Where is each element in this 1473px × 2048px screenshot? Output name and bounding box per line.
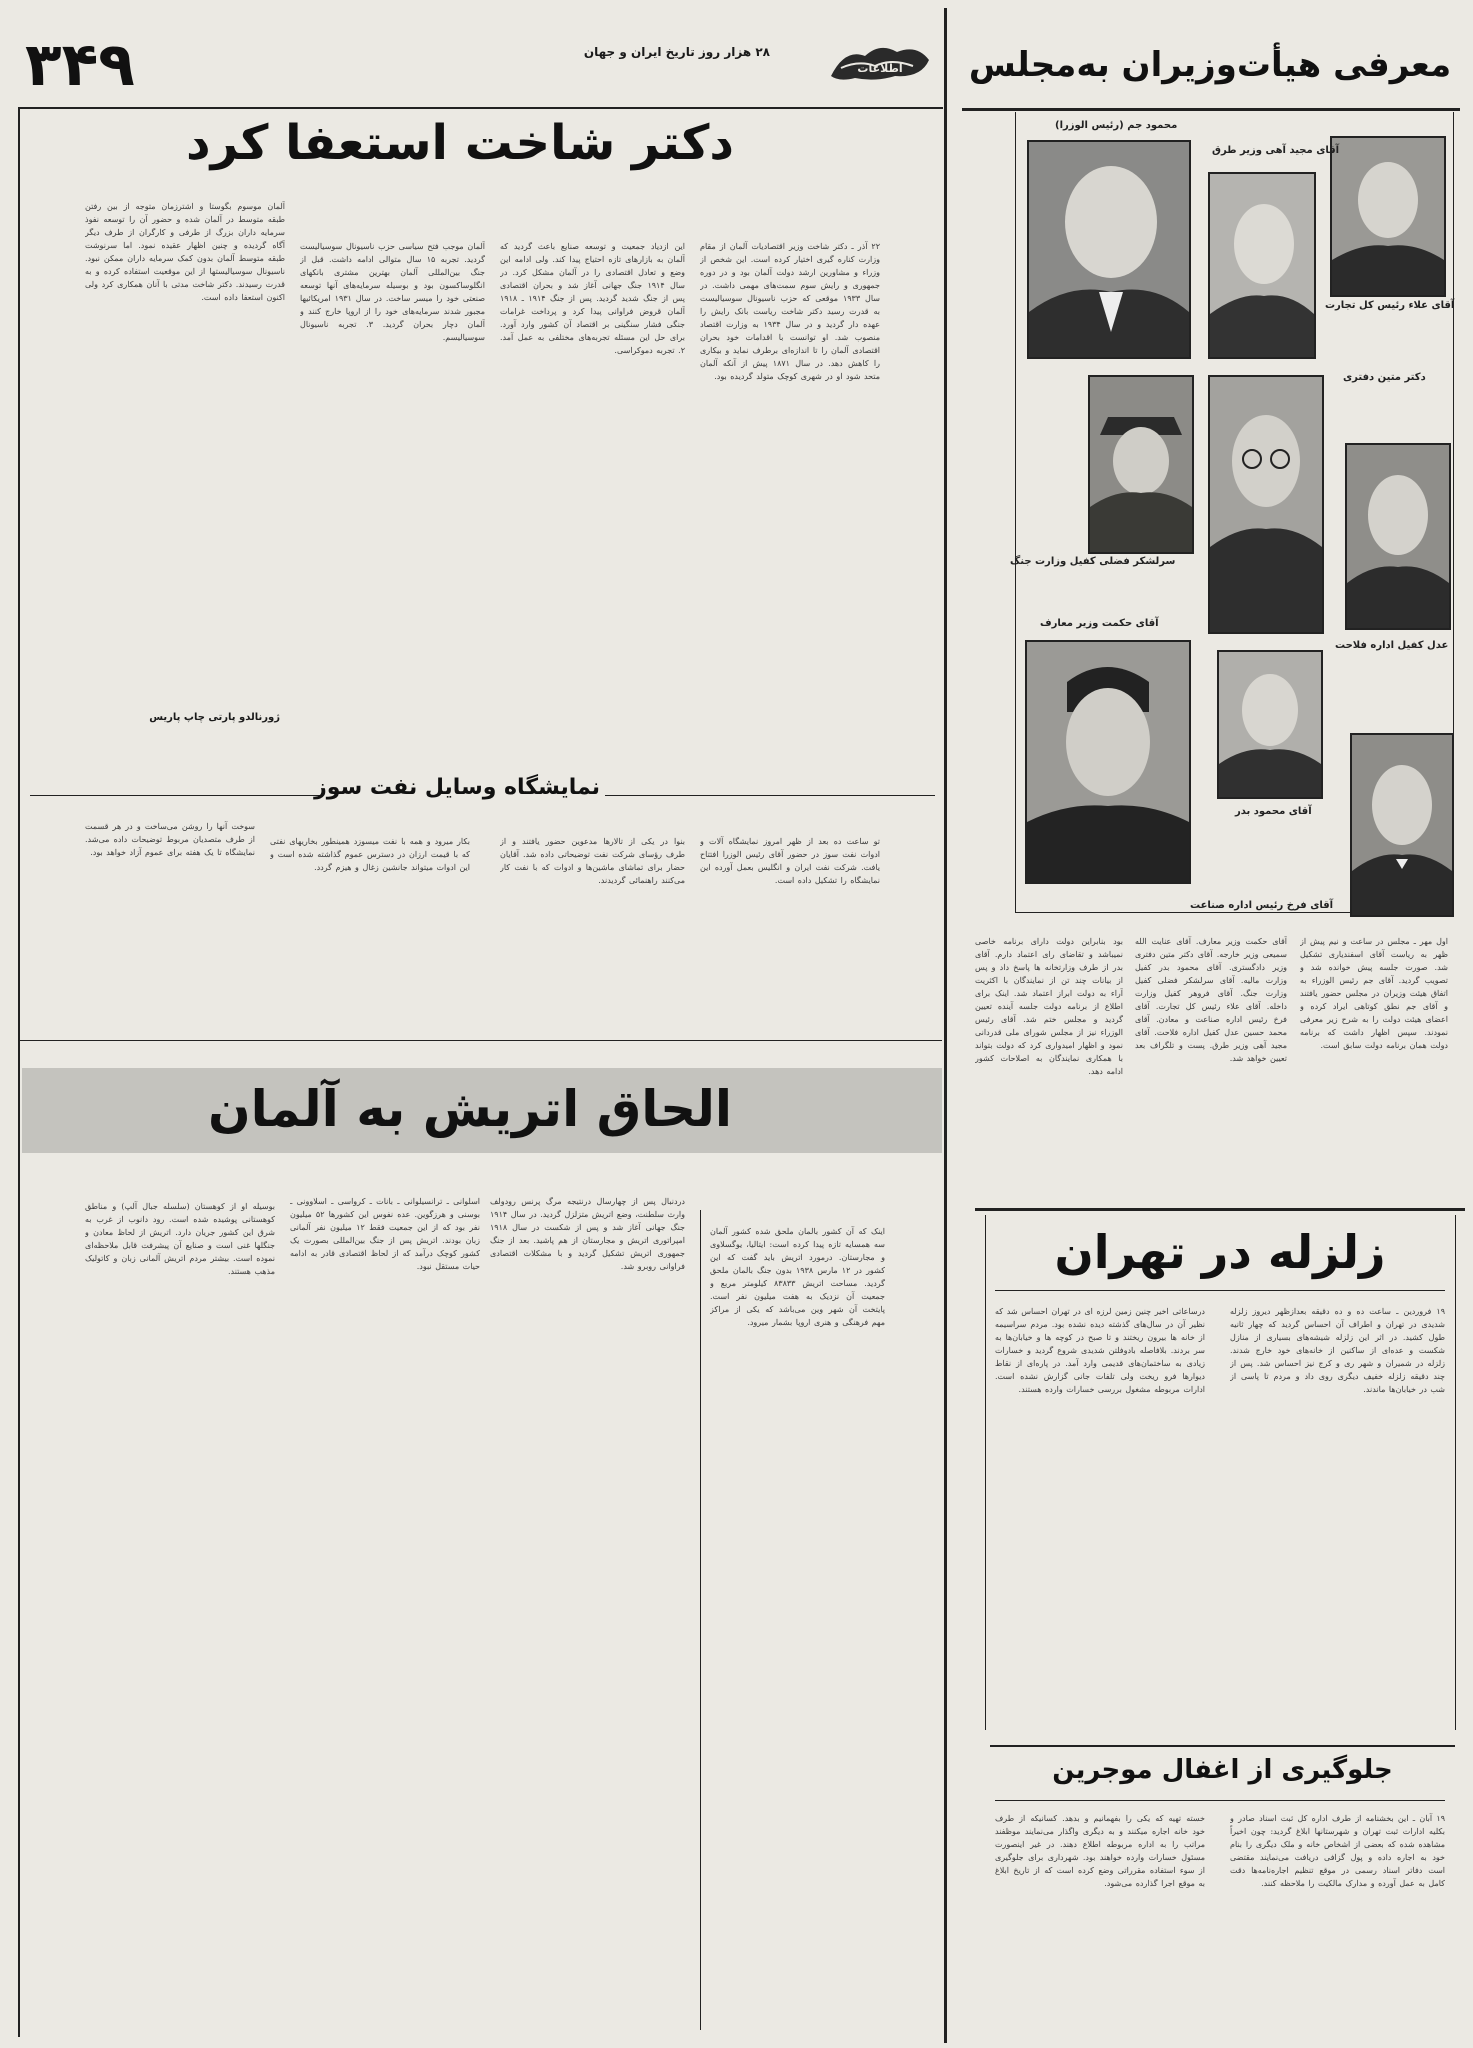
schacht-credit: ژورنالدو پارتی چاپ پاریس (149, 712, 280, 723)
schacht-col2: این ازدیاد جمعیت و توسعه صنایع باعث گردید که آلمان به بازارهای تازه احتیاج پیدا کند. ولی ادامه این وضع و تعادل اقتصادی را در آلمان مشکل کرد. در سال ۱۹۱۴ جنگ جهانی آغاز شد و بحران اقتصادی پس از جنگ شدید گردید. پس از جنگ ۱۹۱۴ ـ ۱۹۱۸ آلمان قروض فراوانی پیدا کرد و پرداخت غرامات جنگی فشار سنگینی بر اقتصاد آن کشور وارد آورد. برای حل این مسئله تجربه‌های مختلفی به عمل آمد. ۲. تجربه دموکراسی. (500, 242, 685, 355)
portrait-adl (1345, 443, 1451, 630)
expo-top-right-rule (605, 795, 935, 796)
expo-bottom-rule (20, 1040, 942, 1041)
left-page-left-rule (18, 107, 20, 2037)
schacht-col3: آلمان موجب فتح سیاسی حزب ناسیونال سوسیالیست گردید. تجربه ۱۵ سال متوالی ادامه داشت. قبل از جنگ بین‌المللی آلمان بهترین مشتری بانکهای انگلوساکسون بود و بوسیله سرمایه‌های آنها توسعه صنعتی خود را میسر ساخت. در سال ۱۹۳۱ امریکائیها مجبور شدند سرمایه‌های خود را از اروپا خارج کنند و آلمان دچار بحران گردید. ۳. تجربه ناسیونال سوسیالیسم. (300, 242, 485, 342)
portrait-daftari (1208, 375, 1324, 634)
schacht-col4: آلمان موسوم بگوستا و اشترزمان متوجه از بین رفتن طبقه متوسط در آلمان شده و حضور آن را توسعه نفوذ سرمایه داران بزرگ از طرفی و کارگران از طرف دیگر آگاه گردیده و چنین اظهار عقیده نمود. اما سرنوشت طبقه متوسط آلمان بدون کمک سرمایه داران ممکن نبود. ناسیونال سوسیالیستها از این موقعیت استفاده کرده و به قدرت رسیدند. دکتر شاخت مدتی با آنان همکاری کرد ولی اکنون استعفا داده است. (85, 202, 285, 302)
expo-col1: تو ساعت ده بعد از ظهر امروز نمایشگاه آلات و ادوات نفت سوز در حضور آقای رئیس الوزرا افتتاح یافت. شرکت نفت ایران و انگلیس بعمل آورده این نمایشگاه را تشکیل داده است. (700, 837, 880, 885)
quake-body-right: ۱۹ فروردین ـ ساعت ده و ده دقیقه بعدازظهر دیروز زلزله شدیدی در تهران و اطراف آن احساس گردید که چهار ثانیه طول کشید. در اثر این زلزله شیشه‌های بسیاری از منازل شکست و عده‌ای از ساکنین از خانه‌های خود خارج شدند. زلزله در شمیران و شهر ری و کرج نیز احساس شد. پس از چند دقیقه زلزله خفیف دیگری روی داد و مردم تا پاسی از شب در خیابان‌ها ماندند. (1230, 1307, 1445, 1394)
quake-body-left: درساعاتی اخیر چنین زمین لرزه ای در تهران احساس شد که نظیر آن در سال‌های گذشته دیده نشده بود. مردم سراسیمه از خانه ها بیرون ریختند و تا صبح در کوچه ها و خیابان‌ها به سر بردند. بلافاصله بادوفلتن شدیدی شروع گردید و خسارات زیادی به ساختمان‌های قدیمی وارد آمد. در پاره‌ای از نقاط دیوارها فرو ریخت ولی تلفات جانی گزارش نشده است. ادارات مربوطه مشغول بررسی خسارات وارده هستند. (995, 1307, 1205, 1394)
caption-hekmat: آقای حکمت وزیر معارف (1040, 618, 1159, 629)
caption-ahi: آقای مجید آهی وزیر طرق (1212, 145, 1340, 156)
cabinet-body-right: اول مهر ـ مجلس در ساعت و نیم پیش از ظهر به ریاست آقای اسفندیاری تشکیل شد. صورت جلسه پیش خوانده شد و تصویب گردید. آقای جم رئیس الوزراء به اتفاق هیئت وزیران در مجلس حضور یافتند و آقای جم نطق کوتاهی ایراد کرده و اعضای هیئت دولت را به شرح زیر معرفی نمودند. سپس اظهار داشت که برنامه دولت همان برنامه دولت سابق است. (1300, 937, 1448, 1050)
austria-col2: دردنبال پس از چهارسال درنتیجه مرگ پرنس رودولف وارث سلطنت، وضع اتریش متزلزل گردید. در سال ۱۹۱۴ جنگ جهانی آغاز شد و پس از شکست در سال ۱۹۱۸ امپراتوری اتریش و مجارستان از هم پاشید. بعد از جنگ جمهوری اتریش تشکیل گردید و با مشکلات اقتصادی فراوانی روبرو شد. (490, 1197, 685, 1271)
austria-col4: بوسیله او از کوهستان (سلسله جبال آلپ) و مناطق کوهستانی پوشیده شده است. رود دانوب از غرب به شرق این کشور جریان دارد. اتریش از لحاظ معادن و جنگلها غنی است و صنایع آن پیشرفت قابل ملاحظه‌ای نموده است. بیشتر مردم اتریش آلمانی زبان و کاتولیک مذهب هستند. (85, 1202, 275, 1276)
afghan-top-rule (990, 1745, 1455, 1747)
left-page-top-rule (18, 107, 943, 109)
caption-badr: آقای محمود بدر (1235, 806, 1312, 817)
cabinet-body-mid: آقای حکمت وزیر معارف. آقای عنایت الله سمیعی وزیر خارجه. آقای دکتر متین دفتری وزیر دادگستری. آقای محمود بدر کفیل وزارت مالیه. آقای سرلشکر فضلی کفیل وزارت جنگ. آقای فروهر کفیل وزارت داخله. آقای علاء رئیس کل تجارت. آقای فرخ رئیس اداره صناعت و معادن. آقای محمد حسین عدل کفیل اداره فلاحت. آقای مجید آهی وزیر طرق. پست و تلگراف بعد تعیین خواهد شد. (1135, 937, 1287, 1063)
quake-box-left (985, 1215, 986, 1730)
expo-col2: بنوا در یکی از تالارها مدعوین حضور یافتند و از طرف رؤسای شرکت نفت توضیحاتی داده شد. آقایان حضار برای تماشای ماشین‌ها و ادوات که با نفت کار می‌کنند راهنمائی گردیدند. (500, 837, 685, 885)
portrait-hekmat (1025, 640, 1191, 884)
caption-ala: آقای علاء رئیس کل تجارت (1325, 300, 1455, 311)
page-number: ۳۴۹ (25, 30, 135, 100)
portrait-jam (1027, 140, 1191, 359)
quake-top-rule (975, 1208, 1465, 1211)
caption-farrokh: آقای فرخ رئیس اداره صناعت (1190, 900, 1334, 911)
quake-head-rule (995, 1290, 1445, 1291)
cabinet-headline: معرفی هیأت‌وزیران به‌مجلس (968, 45, 1452, 85)
series-title: ۲۸ هزار روز تاریخ ایران و جهان (583, 45, 770, 59)
caption-adl: عدل کفیل اداره فلاحت (1335, 640, 1449, 651)
caption-jam: محمود جم (رئیس الوزرا) (1055, 120, 1178, 131)
quake-headline: زلزله در تهران (1054, 1225, 1386, 1279)
afghan-body-left: خسته تهیه که یکی را بفهمانیم و بدهد. کسانیکه از طرف خود خانه اجاره میکنند و به دیگری واگذار می‌نمایند موظفند مراتب را به اداره مربوطه اطلاع دهند. در غیر اینصورت مسئول خسارات وارده خواهند بود. شهرداری برای جلوگیری از سوء استفاده مقرراتی وضع کرده است که از تاریخ ابلاغ به موقع اجرا گذارده می‌شود. (995, 1814, 1205, 1888)
austria-col1: اینک که آن کشور بالمان ملحق شده کشور آلمان سه همسایه تازه پیدا کرده است: ایتالیا، یوگسلاوی و مجارستان. درمورد اتریش باید گفت که این کشور در ۱۲ مارس ۱۹۳۸ بدون جنگ بالمان ملحق گردید. مساحت اتریش ۸۳۸۳۳ کیلومتر مربع و جمعیت آن نزدیک به هفت میلیون نفر است. پایتخت آن شهر وین می‌باشد که یکی از مراکز مهم فرهنگی و هنری اروپا بشمار میرود. (710, 1227, 885, 1327)
schacht-col1: ۲۲ آذر ـ دکتر شاخت وزیر اقتصادیات آلمان از مقام وزارت کناره گیری اختیار کرده است. این شخص از وزراء و مشاورین ارشد دولت آلمان بود و در دوره جمهوری و رایش سوم سمت‌های مهمی داشت. در سال ۱۹۳۳ موقعی که حزب ناسیونال سوسیالیست به قدرت رسید دکتر شاخت ریاست بانک رایش را عهده دار گردید و در سال ۱۹۳۴ به وزارت اقتصاد منصوب شد. او توانست با اقدامات خود بحران اقتصادی آلمان را تا اندازه‌ای برطرف نماید و بیکاری را کاهش دهد. در سال ۱۸۷۱ پیش از آنکه آلمان متحد شود او در شهری کوچک متولد گردیده بود. (700, 242, 880, 381)
caption-daftari: دکتر متین دفتری (1343, 372, 1426, 383)
caption-fazli: سرلشکر فضلی کفیل وزارت جنگ (1010, 556, 1176, 567)
quake-box-right (1455, 1215, 1456, 1730)
portrait-badr (1217, 650, 1323, 799)
cabinet-top-rule (962, 108, 1460, 111)
logo-text: اطلاعات (857, 62, 903, 75)
expo-col4: سوخت آنها را روشن می‌ساخت و در هر قسمت از طرف متصدیان مربوط توضیحات داده می‌شد. نمایشگاه تا یک هفته برای عموم آزاد خواهد بود. (85, 822, 255, 857)
cabinet-body-left: بود بنابراین دولت دارای برنامه خاصی نمیباشد و تقاضای رای اعتماد دارم. آقای بدر از طرف وزارتخانه ها پاسخ داد و پس از بیانات چند تن از نمایندگان با اکثریت آراء به دولت ابراز اعتماد شد. اینک برای اطلاع از برنامه دولت جلسه آینده تعیین گردید و مجلس ختم شد. آقای رئیس الوزراء نیز از مجلس شورای ملی قدردانی نمود و اظهار امیدواری کرد که دولت بتواند با همکاری نمایندگان به اصلاحات کشور ادامه دهد. (975, 937, 1123, 1076)
afghan-headline: جلوگیری از اغفال موجرین (1052, 1755, 1393, 1785)
austria-col3: اسلوانی ـ ترانسیلوانی ـ بانات ـ کرواسی ـ اسلاوونی ـ بوسنی و هرزگوین. عده نفوس این کشورها ۵۲ میلیون نفر بود که از این جمعیت فقط ۱۲ میلیون نفر آلمانی زبان بودند. اتریش پس از جنگ بین‌المللی بصورت یک کشور کوچک درآمد که از لحاظ اقتصادی قادر به ادامه حیات مستقل نبود. (290, 1197, 480, 1271)
austria-sep-rule (700, 1210, 701, 2030)
cabinet-inner-left-rule (1015, 112, 1016, 912)
expo-col3: بکار میرود و همه با نفت میسوزد همینطور بخاریهای نفتی که با قیمت ارزان در دسترس عموم گذاشته شده است و این ادوات میتواند جانشین زغال و هیزم گردد. (270, 837, 470, 872)
afghan-body-right: ۱۹ آبان ـ این بخشنامه از طرف اداره کل ثبت اسناد صادر و بکلیه ادارات ثبت تهران و شهرستانها ابلاغ گردید: چون اخیراً مشاهده شده که بعضی از اشخاص خانه و ملک دیگری را بنام خود به اجاره داده و پول گزافی دریافت می‌نمایند مقتضی است دفاتر اسناد رسمی در موقع تنظیم اجاره‌نامه‌ها دقت کامل به عمل آورده و مدارک مالکیت را ملاحظه کنند. (1230, 1814, 1445, 1888)
center-column-rule (944, 8, 947, 2043)
austria-headline: الحاق اتریش به آلمان (207, 1080, 733, 1138)
afghan-head-rule (995, 1800, 1445, 1801)
portrait-fazli (1088, 375, 1194, 554)
expo-top-left-rule (30, 795, 320, 796)
schacht-headline: دکتر شاخت استعفا کرد (185, 115, 735, 171)
ettelaat-logo (825, 38, 935, 84)
portrait-ahi (1208, 172, 1316, 359)
portrait-ala (1330, 136, 1446, 297)
expo-headline: نمایشگاه وسایل نفت سوز (314, 775, 600, 800)
portrait-farrokh (1350, 733, 1454, 917)
